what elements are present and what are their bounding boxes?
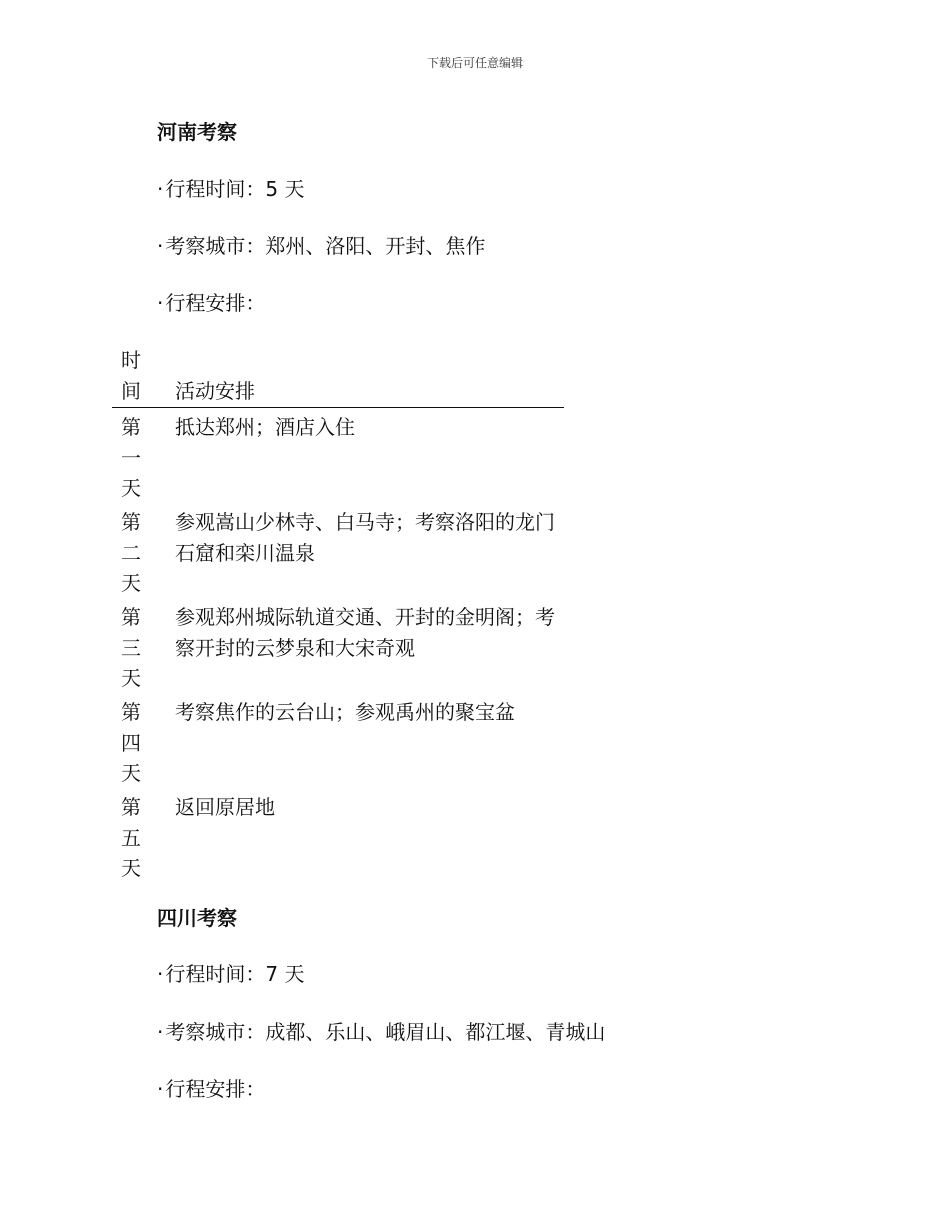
header-time: 时间 (121, 348, 141, 403)
henan-schedule (157, 287, 265, 316)
schedule-label: 行程安排： (165, 1077, 266, 1101)
row-activity: 抵达郑州；酒店入住 (175, 415, 355, 439)
sichuan-cities (157, 1016, 605, 1045)
table-header-row (112, 345, 564, 408)
cities-label: 考察城市： (165, 234, 266, 258)
duration-label: 行程时间： (165, 962, 266, 986)
row-activity: 参观郑州城际轨道交通、开封的金明阁；考察开封的云梦泉和大宋奇观 (175, 605, 555, 660)
cities-value: 成都、乐山、峨眉山、都江堰、青城山 (265, 1020, 606, 1044)
row-time: 第二天 (121, 510, 141, 595)
table-row (112, 697, 564, 792)
cities-label: 考察城市： (165, 1020, 266, 1044)
sichuan-duration (157, 958, 304, 987)
table-row (112, 507, 564, 602)
header-activity: 活动安排 (175, 378, 255, 403)
bullet-dot: · (157, 962, 164, 986)
duration-value: 5 天 (265, 177, 305, 201)
row-time: 第三天 (121, 605, 141, 690)
section-title-henan: 河南考察 (157, 120, 237, 144)
table-row (112, 792, 564, 887)
section-title-sichuan: 四川考察 (157, 906, 237, 930)
row-activity: 考察焦作的云台山；参观禹州的聚宝盆 (175, 700, 515, 724)
bullet-dot: · (157, 291, 164, 315)
duration-value: 7 天 (265, 962, 305, 986)
duration-label: 行程时间： (165, 177, 266, 201)
header-note: 下载后可任意编辑 (426, 56, 523, 70)
bullet-dot: · (157, 177, 164, 201)
row-activity: 参观嵩山少林寺、白马寺；考察洛阳的龙门石窟和栾川温泉 (175, 510, 555, 565)
bullet-dot: · (157, 234, 164, 258)
sichuan-schedule (157, 1073, 265, 1102)
row-time: 第一天 (121, 415, 141, 500)
table-row (112, 602, 564, 697)
row-time: 第四天 (121, 700, 141, 785)
table-row (112, 412, 564, 507)
bullet-dot: · (157, 1020, 164, 1044)
row-time: 第五天 (121, 795, 141, 880)
cities-value: 郑州、洛阳、开封、焦作 (265, 234, 486, 258)
row-activity: 返回原居地 (175, 795, 275, 819)
schedule-table (112, 345, 564, 887)
henan-duration (157, 173, 304, 202)
schedule-label: 行程安排： (165, 291, 266, 315)
bullet-dot: · (157, 1077, 164, 1101)
henan-cities (157, 230, 485, 259)
